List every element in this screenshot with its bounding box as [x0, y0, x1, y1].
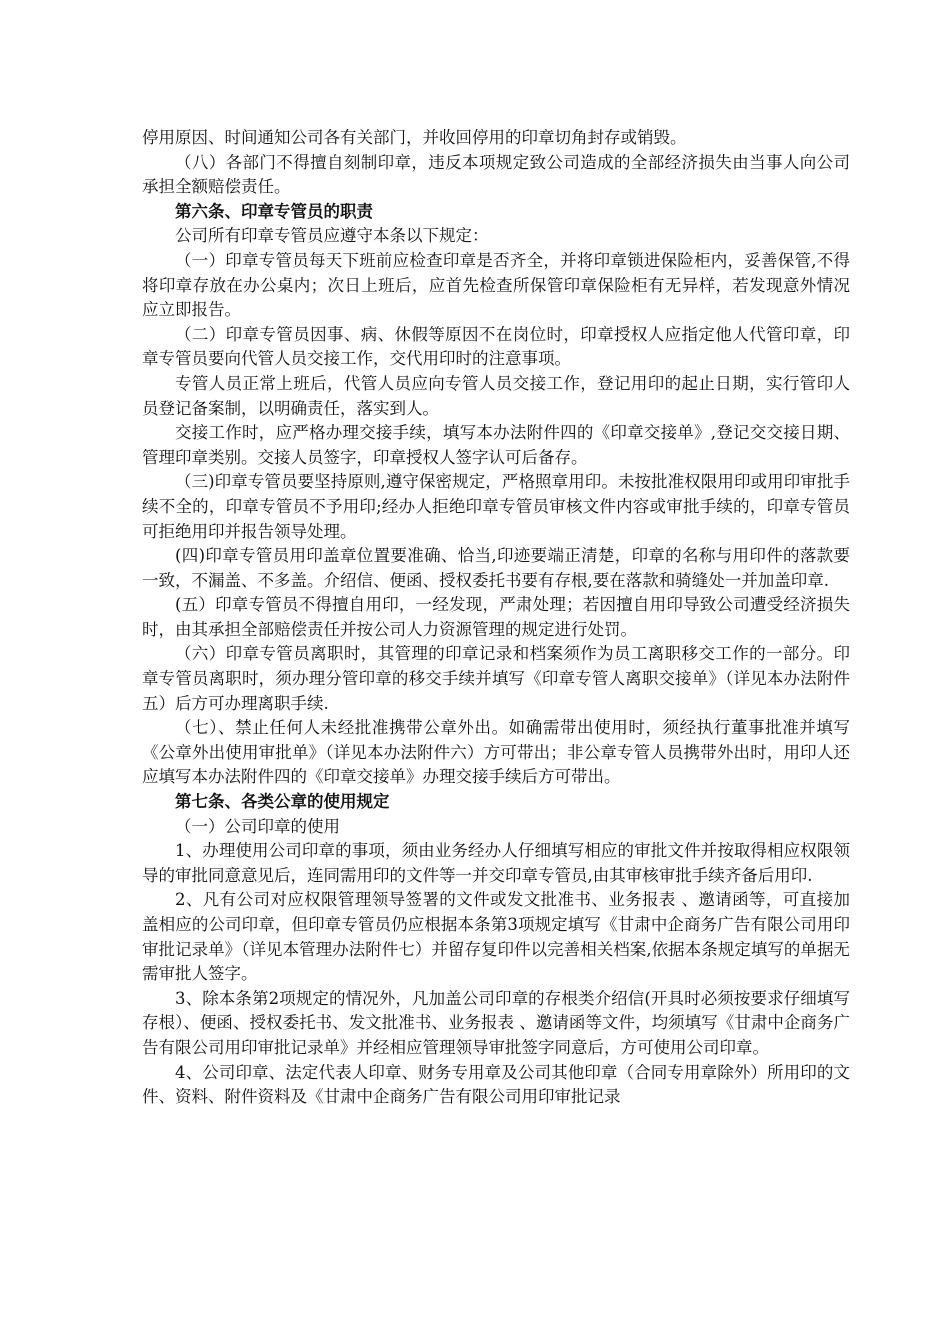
paragraph-item-1: （一）印章专管员每天下班前应检查印章是否齐全，并将印章锁进保险柜内，妥善保管,不得将印章存放在办公桌内；次日上班后，应首先检查所保管印章保险柜有无异样，若发现意外情况应立即报告。: [142, 250, 850, 320]
paragraph-item-3: （三)印章专管员要坚持原则,遵守保密规定，严格照章用印。未按批准权限用印或用印审批手续不全的，印章专管员不予用印;经办人拒绝印章专管员审核文件内容或审批手续的，印章专管员可拒绝用印并报告领导处理。: [142, 472, 850, 541]
section-heading-article-6: 第六条、印章专管员的职责: [175, 201, 373, 221]
paragraph-item-6: （六）印章专管员离职时，其管理的印章记录和档案须作为员工离职移交工作的一部分。印章专管员离职时，须办理分管印章的移交手续并填写《印章专管人离职交接单》（详见本办法附件五）后方可办理离职手续.: [142, 644, 850, 713]
paragraph-intro: 公司所有印章专管员应遵守本条以下规定：: [175, 226, 489, 246]
paragraph-handover-procedure: 交接工作时，应严格办理交接手续，填写本办法附件四的《印章交接单》,登记交交接日期、管理印章类别。交接人员签字，印章授权人签字认可后备存。: [142, 423, 850, 467]
paragraph-rule-1: 1、办理使用公司印章的事项，须由业务经办人仔细填写相应的审批文件并按取得相应权限领导的审批同意意见后，连同需用印的文件等一并交印章专管员,由其审核审批手续齐备后用印.: [142, 841, 850, 885]
paragraph-rule-3: 3、除本条第2项规定的情况外，凡加盖公司印章的存根类介绍信(开具时必须按要求仔细填写存根）、便函、授权委托书、发文批准书、业务报表 、邀请函等文件，均须填写《甘肃中企商务广告有限公司用印审批记录单》并经相应管理领导审批签字同意后，方可使用公司印章。: [142, 988, 850, 1057]
subsection-heading-company-seal: （一）公司印章的使用: [175, 816, 340, 836]
paragraph-item-2: （二）印章专管员因事、病、休假等原因不在岗位时，印章授权人应指定他人代管印章，印章专管员要向代管人员交接工作，交代用印时的注意事项。: [142, 324, 850, 369]
paragraph-item-7: （七）、禁止任何人未经批准携带公章外出。如确需带出使用时，须经执行董事批准并填写《公章外出使用审批单》（详见本办法附件六）方可带出；非公章专管人员携带外出时，用印人还应填写本办法附件四的《印章交接单》办理交接手续后方可带出。: [142, 718, 850, 787]
paragraph-item-8: （八）各部门不得擅自刻制印章，违反本项规定致公司造成的全部经济损失由当事人向公司承担全额赔偿责任。: [142, 152, 850, 197]
paragraph-rule-2: 2、凡有公司对应权限管理领导签署的文件或发文批准书、业务报表 、邀请函等，可直接加盖相应的公司印章，但印章专管员仍应根据本条第3项规定填写《甘肃中企商务广告有限公司用印审批记录单》（详见本管理办法附件七）并留存复印件以完善相关档案,依据本条规定填写的单据无需审批人签字。: [142, 890, 850, 984]
paragraph-rule-4: 4、公司印章、法定代表人印章、财务专用章及公司其他印章（合同专用章除外）所用印的文件、资料、附件资料及《甘肃中企商务广告有限公司用印审批记录: [142, 1062, 850, 1107]
paragraph-item-5: (五）印章专管员不得擅自用印，一经发现，严肃处理；若因擅自用印导致公司遭受经济损失时，由其承担全部赔偿责任并按公司人力资源管理的规定进行处罚。: [142, 595, 850, 639]
section-heading-article-7: 第七条、各类公章的使用规定: [175, 792, 390, 812]
document-body: [142, 126, 850, 1110]
paragraph-handover-return: 专管人员正常上班后，代管人员应向专管人员交接工作，登记用印的起止日期，实行管印人员登记备案制，以明确责任，落实到人。: [142, 373, 850, 418]
paragraph-continuation: 停用原因、时间通知公司各有关部门，并收回停用的印章切角封存或销毁。: [142, 128, 687, 147]
paragraph-item-4: (四)印章专管员用印盖章位置要准确、恰当,印迹要端正清楚，印章的名称与用印件的落款要一致，不漏盖、不多盖。介绍信、便函、授权委托书要有存根,要在落款和骑缝处一并加盖印章.: [142, 546, 850, 590]
